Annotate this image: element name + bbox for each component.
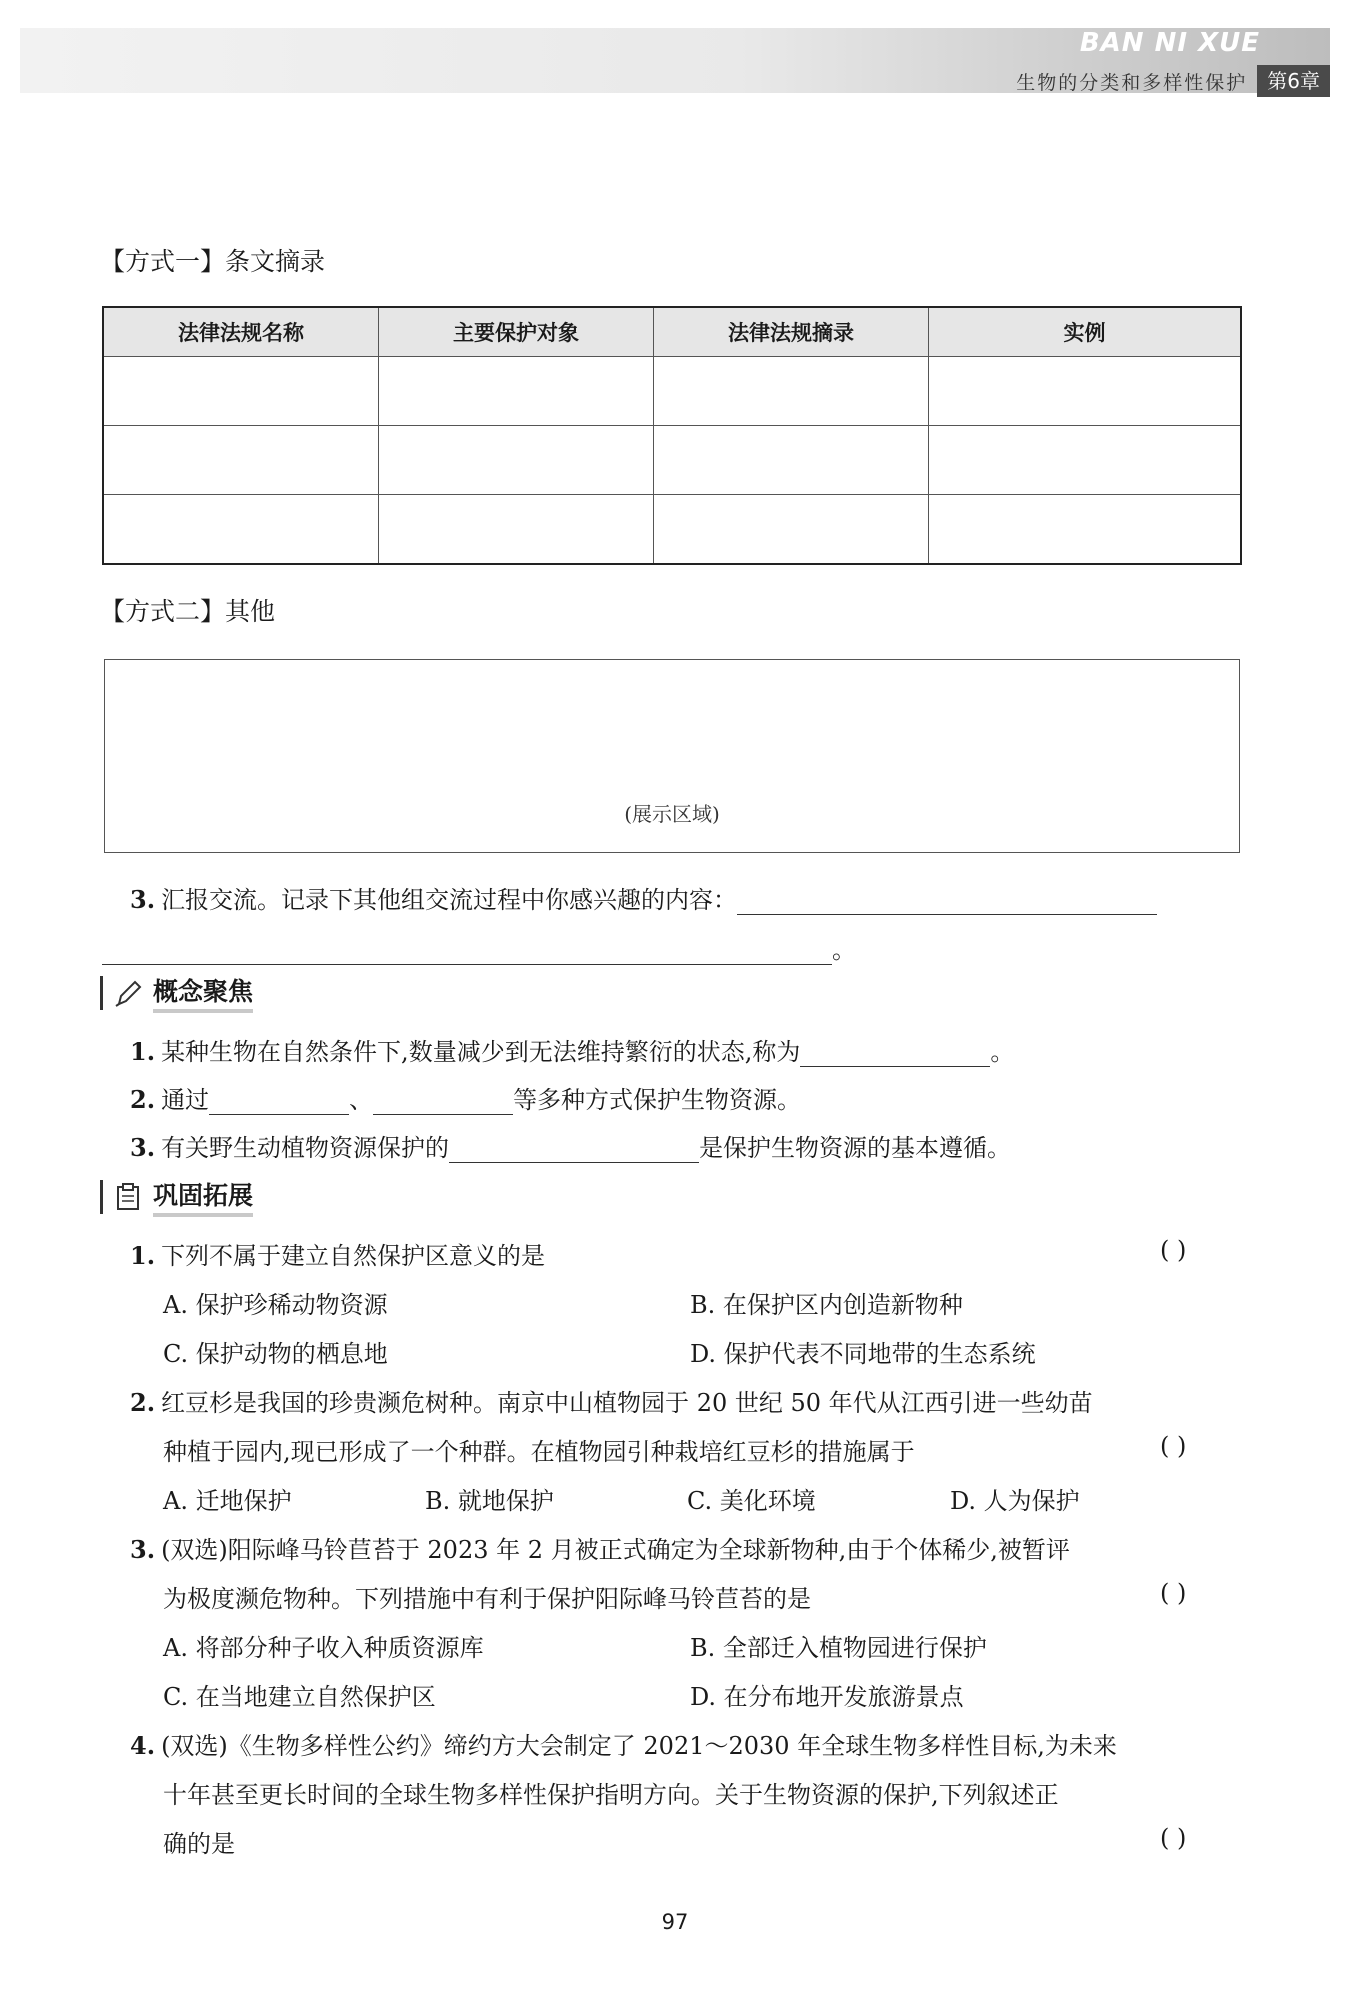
- answer-paren[interactable]: ( ): [1160, 1579, 1187, 1607]
- option-c[interactable]: C. 在当地建立自然保护区: [163, 1683, 436, 1711]
- question-number: 2.: [130, 1388, 156, 1417]
- heading-bar: [100, 976, 103, 1010]
- chapter-title: 生物的分类和多样性保护: [1016, 71, 1248, 94]
- method1-title: 【方式一】条文摘录: [100, 247, 326, 276]
- concept-text: 通过: [161, 1086, 210, 1114]
- option-c[interactable]: C. 美化环境: [687, 1487, 816, 1515]
- practice-heading: [100, 1176, 253, 1217]
- answer-blank[interactable]: [737, 886, 1157, 915]
- display-area[interactable]: [104, 659, 1240, 853]
- question-text: (双选)阳际峰马铃苣苔于 2023 年 2 月被正式确定为全球新物种,由于个体稀少,被暂评: [161, 1536, 1070, 1564]
- answer-blank[interactable]: [102, 936, 832, 965]
- answer-paren[interactable]: ( ): [1160, 1432, 1187, 1460]
- concept-text-mid: 、: [349, 1086, 374, 1114]
- question-4-stem-line2: 十年甚至更长时间的全球生物多样性保护指明方向。关于生物资源的保护,下列叙述正: [163, 1781, 1059, 1809]
- question-number: 3.: [130, 1535, 156, 1564]
- table-row: [103, 495, 1241, 565]
- table-header-row: [103, 307, 1241, 357]
- table-header-cell: 实例: [929, 307, 1242, 357]
- table-cell[interactable]: [654, 426, 929, 495]
- table-cell[interactable]: [379, 495, 654, 565]
- table-cell[interactable]: [103, 426, 379, 495]
- question-3-stem: [130, 1530, 1070, 1565]
- table-row: [103, 357, 1241, 426]
- question-4-stem-line3: 确的是: [163, 1830, 235, 1858]
- table-header-cell: 法律法规名称: [103, 307, 379, 357]
- option-a[interactable]: A. 迁地保护: [163, 1487, 292, 1515]
- question-1-stem: [130, 1236, 545, 1271]
- table-cell[interactable]: [654, 357, 929, 426]
- brand-logo-text: BAN NI XUE: [1079, 28, 1260, 58]
- report-line: [130, 880, 1157, 915]
- answer-blank[interactable]: [449, 1134, 699, 1163]
- concepts-heading: [100, 972, 253, 1013]
- question-2-stem-line2: 种植于园内,现已形成了一个种群。在植物园引种栽培红豆杉的措施属于: [163, 1438, 915, 1466]
- pencil-icon: [113, 978, 143, 1008]
- answer-blank[interactable]: [209, 1086, 349, 1115]
- option-a[interactable]: A. 保护珍稀动物资源: [163, 1291, 388, 1319]
- table-cell[interactable]: [929, 357, 1242, 426]
- clipboard-icon: [113, 1182, 143, 1212]
- table-cell[interactable]: [929, 426, 1242, 495]
- display-area-caption: (展示区域): [624, 802, 720, 826]
- question-number: 1.: [130, 1037, 156, 1066]
- answer-paren[interactable]: ( ): [1160, 1236, 1187, 1264]
- question-text: 红豆杉是我国的珍贵濒危树种。南京中山植物园于 20 世纪 50 年代从江西引进一些幼苗: [161, 1389, 1093, 1417]
- concept-text: 某种生物在自然条件下,数量减少到无法维持繁衍的状态,称为: [161, 1038, 801, 1066]
- table-cell[interactable]: [929, 495, 1242, 565]
- chapter-header: [1016, 66, 1330, 96]
- answer-blank[interactable]: [373, 1086, 513, 1115]
- question-number: 2.: [130, 1085, 156, 1114]
- page-number: 97: [661, 1910, 689, 1934]
- table-header-cell: 法律法规摘录: [654, 307, 929, 357]
- concept-item-3: [130, 1128, 1011, 1163]
- law-table: [102, 306, 1242, 565]
- question-text: (双选)《生物多样性公约》缔约方大会制定了 2021～2030 年全球生物多样性目标,为未来: [161, 1732, 1117, 1760]
- table-cell[interactable]: [103, 357, 379, 426]
- question-3-stem-line2: 为极度濒危物种。下列措施中有利于保护阳际峰马铃苣苔的是: [163, 1585, 811, 1613]
- report-end: 。: [832, 936, 856, 964]
- table-cell[interactable]: [103, 495, 379, 565]
- option-a[interactable]: A. 将部分种子收入种质资源库: [163, 1634, 484, 1662]
- concepts-heading-label: 概念聚焦: [153, 972, 253, 1013]
- table-header-cell: 主要保护对象: [379, 307, 654, 357]
- option-b[interactable]: B. 全部迁入植物园进行保护: [690, 1634, 987, 1662]
- chapter-badge: 第6章: [1257, 65, 1330, 97]
- practice-heading-label: 巩固拓展: [153, 1176, 253, 1217]
- question-number: 3.: [130, 885, 156, 914]
- table-cell[interactable]: [379, 426, 654, 495]
- method2-title: 【方式二】其他: [100, 597, 276, 626]
- report-line-2: [102, 930, 856, 965]
- answer-paren[interactable]: ( ): [1160, 1824, 1187, 1852]
- question-2-stem: [130, 1383, 1093, 1418]
- option-d[interactable]: D. 人为保护: [950, 1487, 1080, 1515]
- question-number: 3.: [130, 1133, 156, 1162]
- concept-text-end: 是保护生物资源的基本遵循。: [699, 1134, 1012, 1162]
- question-number: 4.: [130, 1731, 156, 1760]
- question-4-stem: [130, 1726, 1117, 1761]
- option-b[interactable]: B. 在保护区内创造新物种: [690, 1291, 963, 1319]
- concept-text-end: 。: [990, 1038, 1015, 1066]
- table-row: [103, 426, 1241, 495]
- option-d[interactable]: D. 保护代表不同地带的生态系统: [690, 1340, 1036, 1368]
- table-cell[interactable]: [379, 357, 654, 426]
- answer-blank[interactable]: [800, 1038, 990, 1067]
- question-number: 1.: [130, 1241, 156, 1270]
- option-d[interactable]: D. 在分布地开发旅游景点: [690, 1683, 964, 1711]
- report-text: 汇报交流。记录下其他组交流过程中你感兴趣的内容：: [161, 886, 738, 914]
- option-b[interactable]: B. 就地保护: [425, 1487, 554, 1515]
- concept-text: 有关野生动植物资源保护的: [161, 1134, 450, 1162]
- concept-item-1: [130, 1032, 1014, 1067]
- concept-item-2: [130, 1080, 801, 1115]
- option-c[interactable]: C. 保护动物的栖息地: [163, 1340, 388, 1368]
- concept-text-end: 等多种方式保护生物资源。: [513, 1086, 802, 1114]
- table-cell[interactable]: [654, 495, 929, 565]
- question-text: 下列不属于建立自然保护区意义的是: [161, 1242, 546, 1270]
- heading-bar: [100, 1180, 103, 1214]
